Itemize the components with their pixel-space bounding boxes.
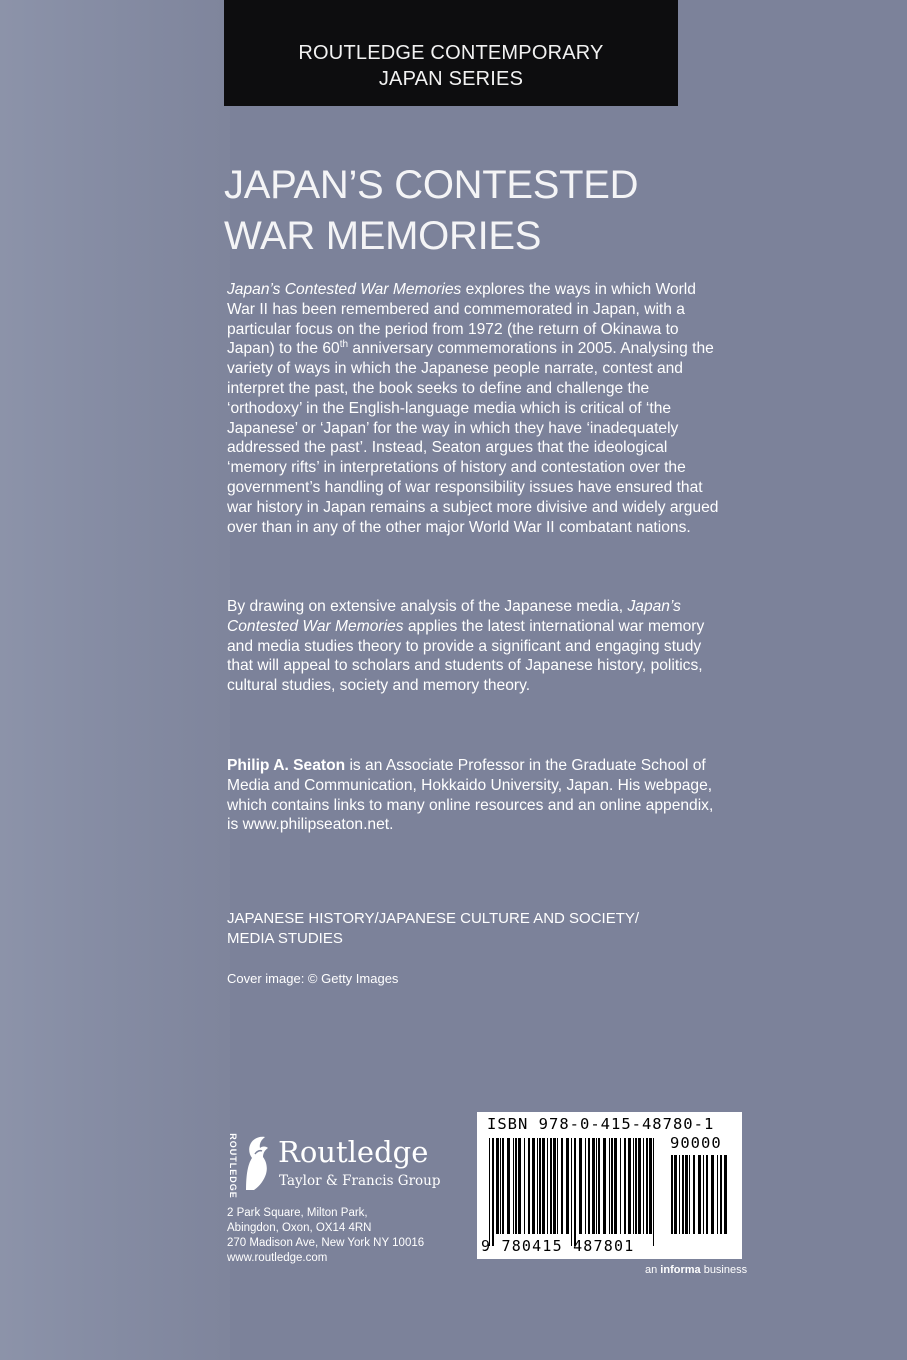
barcode-bar	[542, 1138, 545, 1234]
barcode-bar	[703, 1155, 704, 1234]
publisher-group: Taylor & Francis Group	[279, 1173, 441, 1189]
barcode-bar	[603, 1138, 606, 1234]
barcode-bar	[528, 1138, 530, 1234]
barcode-bar	[547, 1138, 548, 1234]
barcode-bar	[706, 1155, 708, 1234]
background-texture	[0, 0, 230, 1360]
informa-text: business	[700, 1264, 748, 1276]
author-bio	[227, 756, 727, 835]
barcode-bar	[711, 1155, 714, 1234]
author-bio-text: is an Associate Professor in the Graduate School of Media and Communication, Hokkaido University, Japan. His webpage, which contains links to many online resources and an online appendix, is www.philipseaton.net.	[227, 757, 714, 834]
informa-brand: informa	[660, 1264, 701, 1276]
barcode-bar	[609, 1138, 610, 1234]
barcode-bar	[646, 1138, 648, 1234]
barcode-bar	[518, 1138, 521, 1234]
subject-line-2: MEDIA STUDIES	[227, 930, 343, 947]
barcode-bar	[614, 1138, 617, 1234]
blurb-text: applies the latest international war memory and media studies theory to provide a significant and engaging study that will appeal to scholars and students of Japanese history, politics, cultural studies, society and memory theory.	[227, 617, 705, 695]
subject-line-1: JAPANESE HISTORY/JAPANESE CULTURE AND SOCIETY/	[227, 910, 640, 927]
barcode-bar	[717, 1155, 718, 1234]
barcode-bars-addon	[669, 1155, 731, 1246]
book-title-italic: Japan’s Contested War Memories	[227, 598, 681, 635]
barcode-bar	[557, 1138, 558, 1234]
barcode-bar	[588, 1138, 590, 1234]
book-title	[224, 160, 744, 262]
barcode-bar	[689, 1155, 690, 1234]
series-line-1: ROUTLEDGE CONTEMPORARY	[298, 42, 604, 64]
routledge-logo-icon	[242, 1134, 272, 1192]
barcode-bar	[566, 1138, 569, 1234]
barcode-bar	[624, 1138, 626, 1234]
barcode-bar	[553, 1138, 556, 1234]
barcode-bar	[598, 1138, 600, 1234]
title-line-2: WAR MEMORIES	[224, 214, 542, 258]
blurb-paragraph-1	[227, 280, 727, 537]
barcode-bar	[502, 1138, 504, 1234]
barcode-bar	[539, 1138, 541, 1234]
barcode-bar	[532, 1138, 535, 1234]
routledge-vertical-wordmark	[226, 1133, 240, 1199]
barcode-bar	[507, 1138, 510, 1234]
barcode-bar	[633, 1138, 634, 1234]
barcode-bar	[596, 1138, 597, 1234]
barcode-bar	[571, 1138, 572, 1246]
barcode-bar	[671, 1155, 673, 1234]
series-line-2: JAPAN SERIES	[378, 68, 524, 90]
address-line: 270 Madison Ave, New York NY 10016	[227, 1237, 425, 1249]
blurb-text: By drawing on extensive analysis of the Japanese media,	[227, 598, 628, 615]
address-line: Abingdon, Oxon, OX14 4RN	[227, 1222, 372, 1234]
barcode-bar	[649, 1138, 652, 1234]
publisher-address	[227, 1206, 424, 1266]
blurb-paragraph-2	[227, 597, 727, 696]
barcode-bar	[500, 1138, 501, 1234]
barcode-bar	[489, 1138, 490, 1246]
barcode-bar	[592, 1138, 595, 1234]
series-banner	[224, 0, 678, 106]
barcode-bar	[579, 1138, 582, 1234]
barcode-bar	[585, 1138, 586, 1234]
subject-category	[227, 909, 727, 949]
title-line-1: JAPAN’S CONTESTED	[224, 163, 639, 207]
blurb-text: anniversary commemorations in 2005. Analysing the variety of ways in which the Japanese people narrate, contest and interpret the past, the book seeks to define and challenge the ‘orthodoxy’ in the English-language media which is critical of ‘the Japanese’ or ‘Japan’ for the way in which they have ‘inadequately addressed the past’. Instead, Seaton argues that the ideological ‘memory rifts’ in interpretations of history and contestation over the government’s handling of war responsibility issues have ensured that war history in Japan remains a subject more divisive and widely argued over than in any of the other major World War II combatant nations.	[227, 340, 719, 536]
book-title-italic: Japan’s Contested War Memories	[227, 281, 462, 298]
barcode-bar	[537, 1138, 538, 1234]
barcode-bar	[620, 1138, 621, 1234]
barcode-bars-main	[487, 1138, 659, 1246]
informa-text: an	[645, 1264, 661, 1276]
barcode-bar	[515, 1138, 517, 1234]
isbn-label: ISBN 978-0-415-48780-1	[487, 1115, 715, 1133]
informa-business	[645, 1263, 747, 1277]
price-code: 90000	[670, 1134, 722, 1152]
barcode-bar	[628, 1138, 631, 1234]
author-name: Philip A. Seaton	[227, 757, 346, 774]
publisher-name: Routledge	[278, 1135, 429, 1169]
barcode-bar	[724, 1155, 727, 1234]
barcode-bar	[513, 1138, 514, 1234]
barcode-bar	[496, 1138, 499, 1234]
barcode-bar	[679, 1155, 680, 1234]
barcode-bar	[524, 1138, 525, 1234]
isbn-barcode	[477, 1112, 742, 1259]
barcode-bar	[693, 1155, 695, 1234]
barcode-bar	[653, 1138, 654, 1246]
barcode-bar	[635, 1138, 637, 1234]
barcode-bar	[682, 1155, 684, 1234]
barcode-bar	[638, 1138, 641, 1234]
barcode-digits: 9 780415 487801	[481, 1237, 635, 1255]
cover-credit: Cover image: © Getty Images	[227, 971, 399, 986]
barcode-bar	[561, 1138, 563, 1234]
barcode-bar	[550, 1138, 552, 1234]
blurb-text: explores the ways in which World War II has been remembered and commemorated in Japan, with a particular focus on the period from 1972 (the return of Okinawa to Japan) to the 60	[227, 281, 696, 358]
vertical-text: ROUTLEDGE	[228, 1133, 239, 1199]
superscript: th	[339, 339, 349, 351]
barcode-bar	[492, 1138, 494, 1246]
address-line: 2 Park Square, Milton Park,	[227, 1207, 368, 1219]
barcode-bar	[720, 1155, 722, 1234]
barcode-bar	[643, 1138, 644, 1234]
barcode-bar	[698, 1155, 701, 1234]
barcode-bar	[611, 1138, 613, 1234]
publisher-website: www.routledge.com	[227, 1252, 328, 1264]
barcode-bar	[574, 1138, 576, 1246]
barcode-bar	[685, 1155, 688, 1234]
barcode-bar	[674, 1155, 677, 1234]
